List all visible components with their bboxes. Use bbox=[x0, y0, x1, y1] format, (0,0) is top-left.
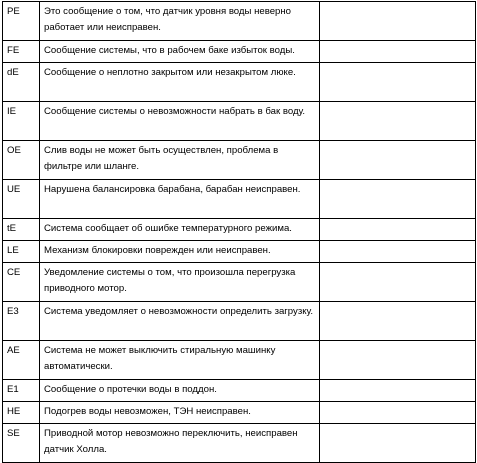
error-description-cell: Механизм блокировки поврежден или неисправен. bbox=[40, 241, 320, 263]
error-description-cell: Система не может выключить стиральную машинку автоматически. bbox=[40, 341, 320, 380]
empty-cell bbox=[320, 263, 476, 302]
error-code-cell: tE bbox=[3, 219, 40, 241]
empty-cell bbox=[320, 380, 476, 402]
table-row bbox=[3, 380, 476, 402]
error-description-cell: Сообщение системы о невозможности набрать в бак воду. bbox=[40, 102, 320, 141]
empty-cell bbox=[320, 341, 476, 380]
error-code-cell: UE bbox=[3, 180, 40, 219]
error-description-cell: Система сообщает об ошибке температурного режима. bbox=[40, 219, 320, 241]
table-row bbox=[3, 263, 476, 302]
table-row bbox=[3, 141, 476, 180]
table-row bbox=[3, 41, 476, 63]
error-code-cell: PE bbox=[3, 2, 40, 41]
error-description-cell: Это сообщение о том, что датчик уровня воды неверно работает или неисправен. bbox=[40, 2, 320, 41]
table-row bbox=[3, 424, 476, 463]
error-code-cell: IE bbox=[3, 102, 40, 141]
table-row bbox=[3, 2, 476, 41]
table-row bbox=[3, 180, 476, 219]
empty-cell bbox=[320, 241, 476, 263]
error-code-cell: CE bbox=[3, 263, 40, 302]
empty-cell bbox=[320, 302, 476, 341]
error-description-cell: Сообщение о протечки воды в поддон. bbox=[40, 380, 320, 402]
empty-cell bbox=[320, 102, 476, 141]
error-description-cell: Сообщение системы, что в рабочем баке избыток воды. bbox=[40, 41, 320, 63]
error-code-cell: HE bbox=[3, 402, 40, 424]
empty-cell bbox=[320, 141, 476, 180]
empty-cell bbox=[320, 41, 476, 63]
error-code-cell: E1 bbox=[3, 380, 40, 402]
error-code-cell: FE bbox=[3, 41, 40, 63]
table-row bbox=[3, 241, 476, 263]
error-code-cell: E3 bbox=[3, 302, 40, 341]
empty-cell bbox=[320, 63, 476, 102]
error-description-cell: Нарушена балансировка барабана, барабан неисправен. bbox=[40, 180, 320, 219]
error-code-cell: AE bbox=[3, 341, 40, 380]
error-description-cell: Подогрев воды невозможен, ТЭН неисправен. bbox=[40, 402, 320, 424]
error-description-cell: Сообщение о неплотно закрытом или незакрытом люке. bbox=[40, 63, 320, 102]
error-code-cell: OE bbox=[3, 141, 40, 180]
error-code-cell: SE bbox=[3, 424, 40, 463]
empty-cell bbox=[320, 424, 476, 463]
table-row bbox=[3, 219, 476, 241]
table-row bbox=[3, 302, 476, 341]
empty-cell bbox=[320, 2, 476, 41]
error-code-cell: dE bbox=[3, 63, 40, 102]
table-row bbox=[3, 402, 476, 424]
table-row bbox=[3, 341, 476, 380]
table-row bbox=[3, 63, 476, 102]
empty-cell bbox=[320, 180, 476, 219]
error-description-cell: Слив воды не может быть осуществлен, проблема в фильтре или шланге. bbox=[40, 141, 320, 180]
error-description-cell: Уведомление системы о том, что произошла перегрузка приводного мотор. bbox=[40, 263, 320, 302]
error-description-cell: Система уведомляет о невозможности определить загрузку. bbox=[40, 302, 320, 341]
empty-cell bbox=[320, 219, 476, 241]
error-codes-body bbox=[3, 2, 476, 463]
error-code-cell: LE bbox=[3, 241, 40, 263]
empty-cell bbox=[320, 402, 476, 424]
error-description-cell: Приводной мотор невозможно переключить, неисправен датчик Холла. bbox=[40, 424, 320, 463]
table-row bbox=[3, 102, 476, 141]
error-codes-table bbox=[2, 1, 476, 463]
